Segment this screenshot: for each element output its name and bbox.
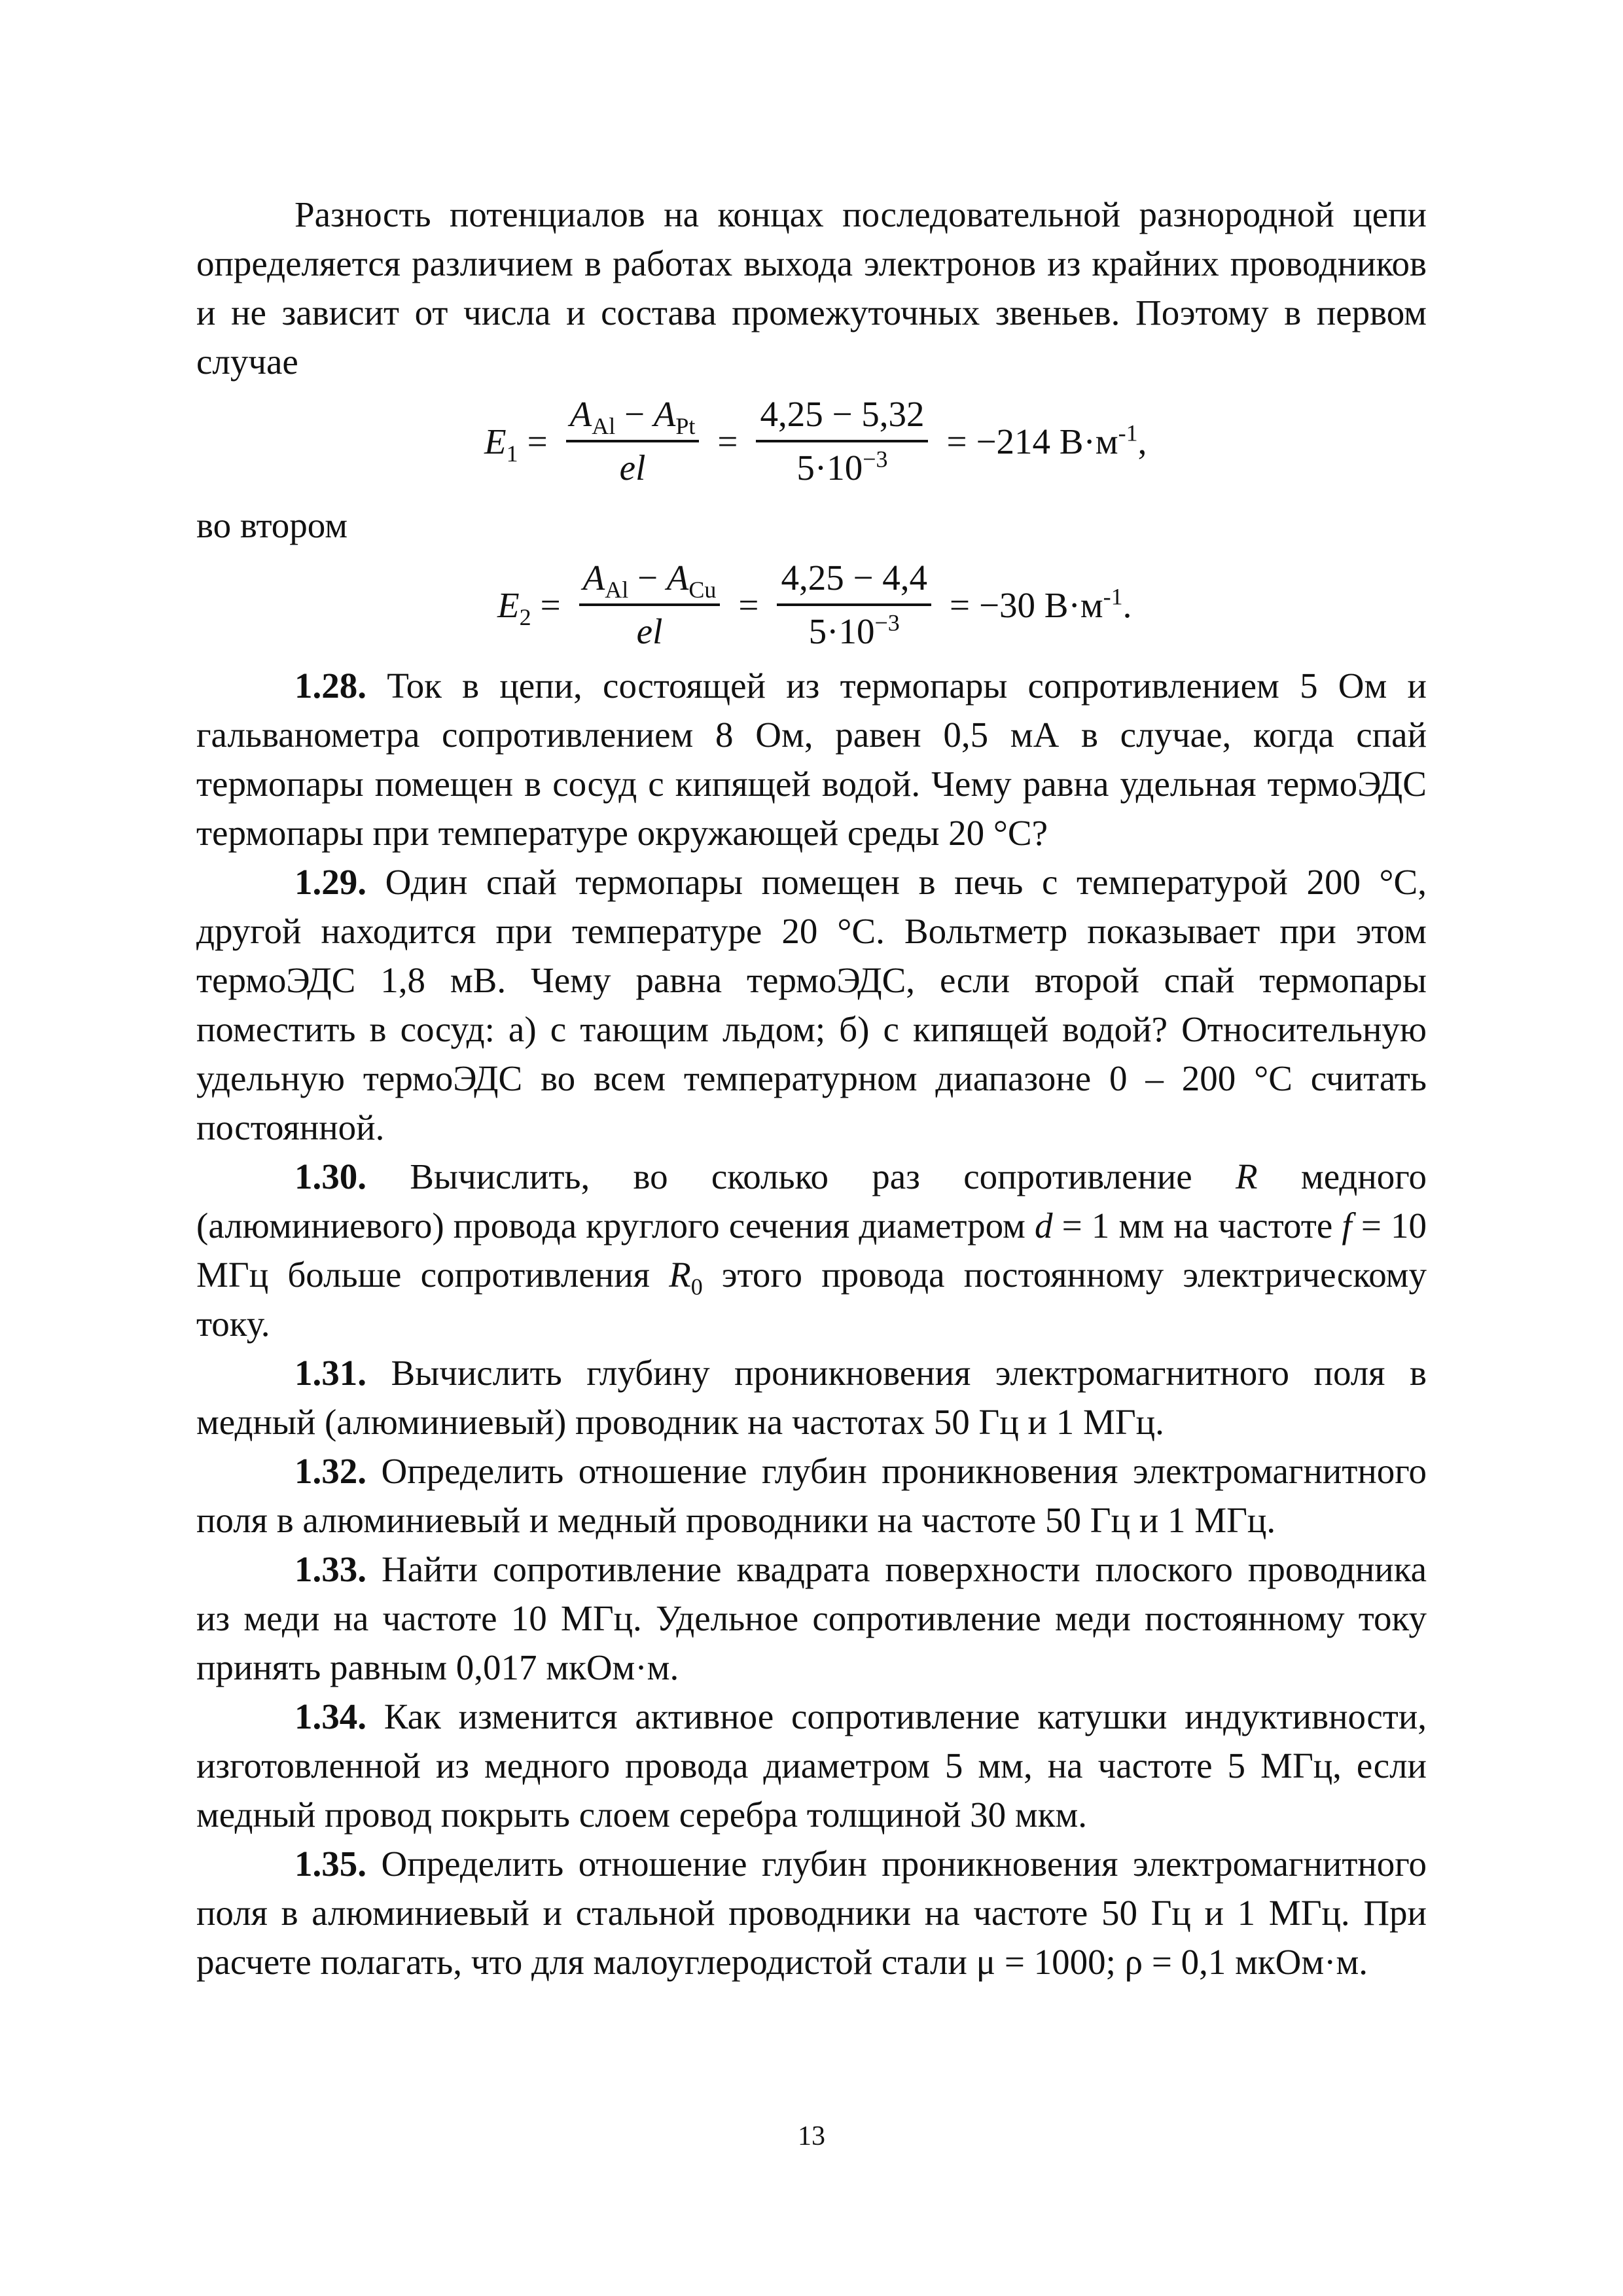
problem-number: 1.34.: [294, 1696, 366, 1736]
fraction-numerator: $A_{Al} - A_{Cu}$: [579, 556, 721, 606]
problem-1-33: [196, 1545, 1427, 1692]
second-case-label: во втором: [196, 505, 348, 545]
formula-e1-lhs: $E_1$: [484, 421, 518, 467]
intro-block: [196, 190, 1427, 386]
problem-text: Вычислить глубину проникновения электромагнитного поля в медный (алюминиевый) проводник на частотах 50 Гц и 1 МГц.: [196, 1353, 1427, 1442]
problem-number: 1.32.: [294, 1451, 366, 1491]
formula-e2-work-fraction: [579, 556, 721, 653]
formula-e2-result: −30 $В\cdot м^{-1}$.: [979, 583, 1132, 625]
problem-number: 1.30.: [294, 1157, 366, 1196]
fraction-numerator: 4,25 − 5,32: [756, 393, 928, 442]
problem-number: 1.29.: [294, 862, 366, 902]
problem-text: Определить отношение глубин проникновения электромагнитного поля в алюминиевый и медный проводники на частоте 50 Гц и 1 МГц.: [196, 1451, 1427, 1540]
problem-number: 1.35.: [294, 1844, 366, 1884]
formula-e1-result: −214 $В\cdot м^{-1}$,: [976, 420, 1147, 461]
problem-text: Как изменится активное сопротивление катушки индуктивности, изготовленной из медного провода диаметром 5 мм, на частоте 5 МГц, если медный провод покрыть слоем серебра толщиной 30 мкм.: [196, 1696, 1427, 1835]
fraction-denominator: $5\cdot 10^{-3}$: [808, 609, 900, 651]
problems-block: [196, 661, 1427, 1986]
problem-1-29: [196, 857, 1427, 1152]
formula-e2-lhs: $E_2$: [497, 584, 531, 630]
problem-text: Найти сопротивление квадрата поверхности плоского проводника из меди на частоте 10 МГц. Удельное сопротивление меди постоянному току принять равным 0,017 мкОм·м.: [196, 1549, 1427, 1687]
problem-1-31: [196, 1348, 1427, 1446]
second-case-block: [196, 501, 1427, 550]
formula-e1-numeric-fraction: [756, 393, 928, 490]
problem-1-28: [196, 661, 1427, 857]
problem-number: 1.33.: [294, 1549, 366, 1589]
problem-text: Ток в цепи, состоящей из термопары сопротивлением 5 Ом и гальванометра сопротивлением 8 Ом, равен 0,5 мА в случае, когда спай термопары помещен в сосуд с кипящей водой. Чему равна удельная термоЭДС термопары при температуре окружающей среды 20 °С?: [196, 666, 1427, 853]
fraction-numerator: 4,25 − 4,4: [777, 556, 931, 606]
problem-number: 1.28.: [294, 666, 366, 706]
formula-e2: [497, 556, 1132, 653]
equals-sign: =: [738, 584, 759, 625]
problem-1-35: [196, 1839, 1427, 1986]
problem-number: 1.31.: [294, 1353, 366, 1393]
fraction-denominator: el: [636, 611, 663, 651]
fraction-numerator: $A_{Al} - A_{Pt}$: [566, 393, 700, 442]
formula-e2-numeric-fraction: [777, 556, 931, 653]
equals-sign: =: [946, 421, 967, 461]
fraction-denominator: $5\cdot 10^{-3}$: [796, 446, 888, 488]
problem-1-32: [196, 1446, 1427, 1545]
formula-e1-work-fraction: [566, 393, 700, 490]
problem-1-34: [196, 1692, 1427, 1839]
equals-sign: =: [717, 421, 738, 461]
problem-text: Определить отношение глубин проникновения электромагнитного поля в алюминиевый и стальной проводники на частоте 50 Гц и 1 МГц. При расчете полагать, что для малоуглеродистой стали μ = 1000; ρ = 0,1 мкОм·м.: [196, 1844, 1427, 1982]
page-number: 13: [798, 2121, 825, 2151]
problem-text: Один спай термопары помещен в печь с температурой 200 °С, другой находится при температуре 20 °С. Вольтметр показывает при этом термоЭДС 1,8 мВ. Чему равна термоЭДС, если второй спай термопары поместить в сосуд: а) с тающим льдом; б) с кипящей водой? Относительную удельную термоЭДС во всем температурном диапазоне 0 – 200 °С считать постоянной.: [196, 862, 1427, 1147]
equals-sign: =: [527, 421, 548, 461]
intro-paragraph: Разность потенциалов на концах последовательной разнородной цепи определяется различием в работах выхода электронов из крайних проводников и не зависит от числа и состава промежуточных звеньев. Поэтому в первом случае: [196, 194, 1427, 382]
fraction-denominator: el: [619, 448, 646, 488]
problem-1-30: 1.30. Вычислить, во сколько раз сопротивление R медного (алюминиевого) провода круглого сечения диаметром d = 1 мм на частоте f = 10 МГц больше сопротивления $R_0$ этого провода постоянному электрическому току.: [196, 1157, 1427, 1344]
equals-sign: =: [540, 584, 561, 625]
equals-sign: =: [949, 584, 970, 625]
formula-e1: [484, 393, 1147, 490]
